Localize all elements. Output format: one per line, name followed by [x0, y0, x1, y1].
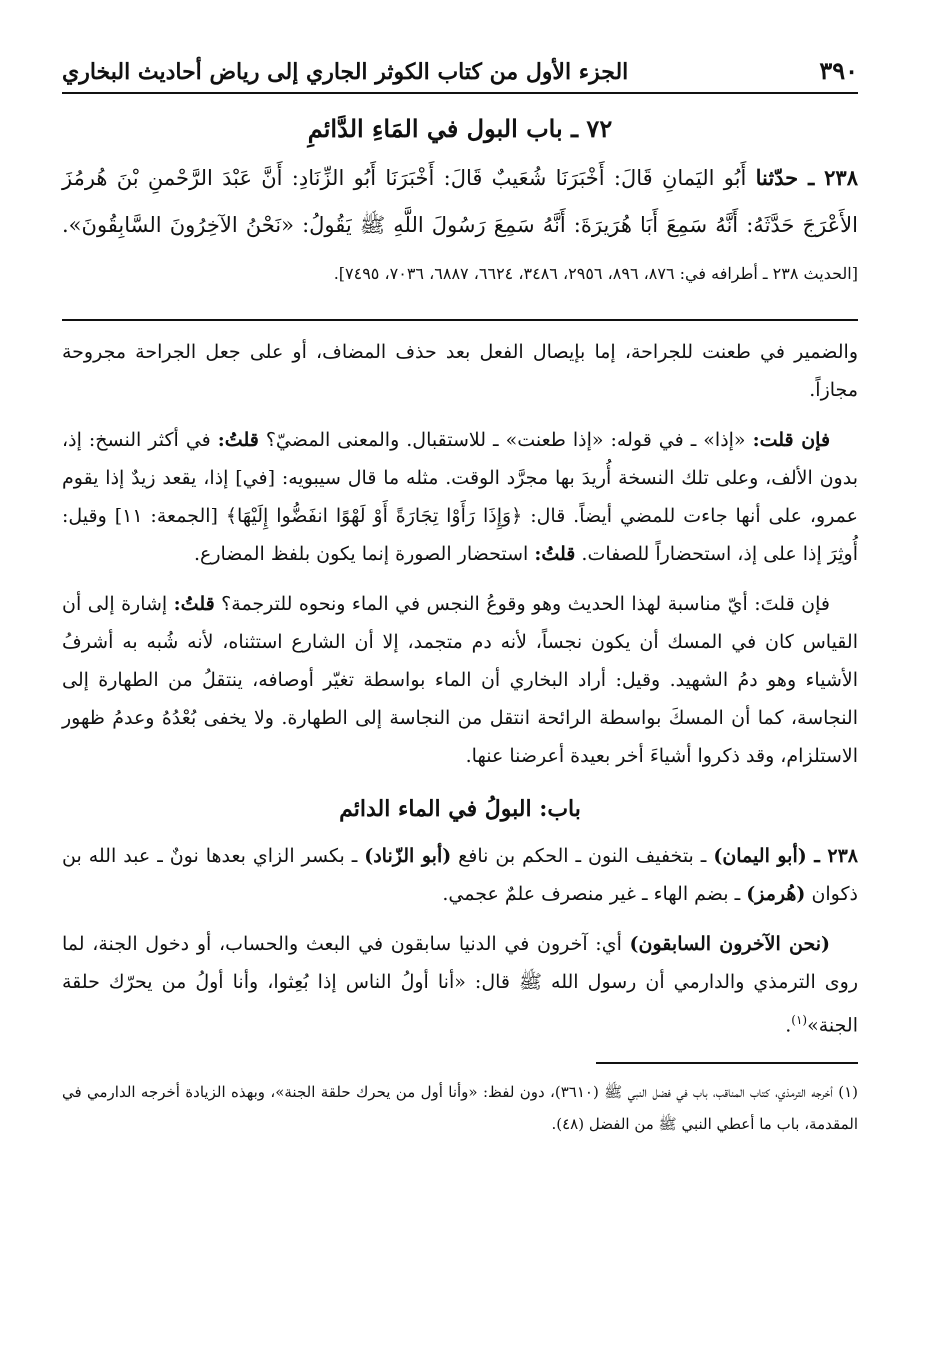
commentary-paragraph	[62, 585, 858, 775]
page-number: ٣٩٠	[819, 56, 858, 85]
chapter-title: ٧٢ ـ باب البول في المَاءِ الدَّائمِ	[307, 114, 613, 143]
commentary-text: في أكثر النسخ: إذ، بدون الألف، وعلى تلك النسخة أُريدَ بها مجرَّد الوقت. مثله ما قال سيبويه: [في] إذا، يقعد زيدٌ إذا يقوم عمرو، على أنها جاءت للمضي أيضاً. قال: ﴿وَإِذَا رَأَوْا تِجَارَةً أَوْ لَهْوًا انفَضُّوا إِلَيْهَا﴾ [الجمعة: ١١] وقيل: أُوثِرَ إذا على إذ، استحضاراً للصفات.	[62, 429, 859, 565]
hadith-number-label: ٢٣٨ ـ حدّثنا	[755, 165, 858, 190]
commentary-paragraph	[62, 925, 858, 1044]
section-title: باب: البولُ في الماء الدائم	[339, 796, 581, 822]
hadith-references: [الحديث ٢٣٨ ـ أطرافه في: ٨٧٦، ٨٩٦، ٢٩٥٦، ٣٤٨٦، ٦٦٢٤، ٦٨٨٧، ٧٠٣٦، ٧٤٩٥].	[333, 264, 858, 283]
commentary-text: ـ بتخفيف النون ـ الحكم بن نافع	[458, 845, 707, 867]
hadith-text	[62, 154, 858, 297]
answer-label: قلتُ:	[173, 593, 215, 615]
answer-label: قلتُ:	[217, 429, 259, 451]
question-label: فإن قلت:	[752, 429, 831, 451]
section-divider	[62, 319, 858, 321]
book-title: الجزء الأول من كتاب الكوثر الجاري إلى رياض أحاديث البخاري	[62, 59, 629, 85]
commentary-text: والضمير في طعنت للجراحة، إما بإيصال الفعل بعد حذف المضاف، أو على جعل الجراحة مجروحة مجازاً.	[62, 341, 858, 401]
commentary-text: «إذا» ـ في قوله: «إذا طعنت» ـ للاستقبال. والمعنى المضيّ؟	[265, 429, 746, 451]
commentary	[62, 333, 858, 1044]
page	[62, 50, 858, 1140]
footnote-rule	[596, 1062, 858, 1064]
note-label: (نحن الآخرون السابقون)	[629, 933, 830, 955]
question-label: فإن قلتَ:	[754, 593, 830, 615]
commentary-text: ـ بضم الهاء ـ غير منصرف علمٌ عجمي.	[442, 883, 741, 905]
hadith-body: أَبُو اليَمانِ قَالَ: أَخْبَرَنَا شُعَيبٌ قَالَ: أَخْبَرَنَا أَبُو الزِّنَادِ: أَنَّ عَبْدَ الرَّحْمنِ بْنَ هُرمُزَ الأَعْرَجَ حَدَّثَهُ: أَنَّهُ سَمِعَ أَبَا هُرَيرَةَ: أَنَّهُ سَمِعَ رَسُولَ اللَّهِ ﷺ يَقُولُ: «نَحْنُ الآخِرُونَ السَّابِقُونَ».	[62, 166, 858, 237]
commentary-text: ـ بكسر الزاي بعدها نونٌ ـ عبد الله بن ذكوان	[62, 845, 858, 905]
note-label: (أبو الزّناد)	[364, 845, 452, 867]
footnote-item: (١) أخرجه الترمذي، كتاب المناقب، باب في فضل النبي ﷺ (٣٦١٠)، دون لفظ: «وأنا أول من يحرك حلقة الجنة»، وبهذه الزيادة أخرجه الدارمي في المقدمة، باب ما أعطي النبي ﷺ من الفضل (٤٨).	[62, 1083, 859, 1134]
commentary-paragraph	[62, 837, 858, 913]
commentary-paragraph	[62, 333, 858, 409]
commentary-text: استحضار الصورة إنما يكون بلفظ المضارع.	[193, 543, 529, 565]
running-header	[62, 50, 858, 94]
commentary-text: أي: آخرون في الدنيا سابقون في البعث والحساب، أو دخول الجنة، لما روى الترمذي والدارمي أن رسول الله ﷺ قال: «أنا أولُ الناس إذا بُعِثوا، وأنا أولُ من يحرّك حلقة الجنة»	[62, 933, 858, 1037]
commentary-text: أيّ مناسبة لهذا الحديث وهو وقوعُ النجس في الماء ونحوه للترجمة؟	[221, 593, 748, 615]
commentary-paragraph	[62, 421, 858, 573]
note-label: (هُرمز)	[746, 883, 806, 905]
answer-label: قلتُ:	[534, 543, 576, 565]
note-label: ٢٣٨ ـ (أبو اليمان)	[713, 845, 858, 867]
commentary-text: .	[785, 1014, 792, 1037]
footnote-ref[interactable]: (١)	[791, 1013, 808, 1027]
footnotes	[62, 1076, 858, 1140]
commentary-text: إشارة إلى أن القياس كان في المسك أن يكون نجساً، لأنه دم متجمد، إلا أن الشارع استثناه، لأنه شُبه به أشرفُ الأشياء وهو دمُ الشهيد. وقيل: أراد البخاري أن الماء بواسطة تغيّر أوصافه، ينتقلُ من الطهارة إلى النجاسة، كما أن المسكَ بواسطة الرائحة انتقل من النجاسة إلى الطهارة. ولا يخفى بُعْدُهُ وعدمُ ظهور الاستلزام، وقد ذكروا أشياءَ أخر بعيدة أعرضنا عنها.	[62, 593, 858, 767]
